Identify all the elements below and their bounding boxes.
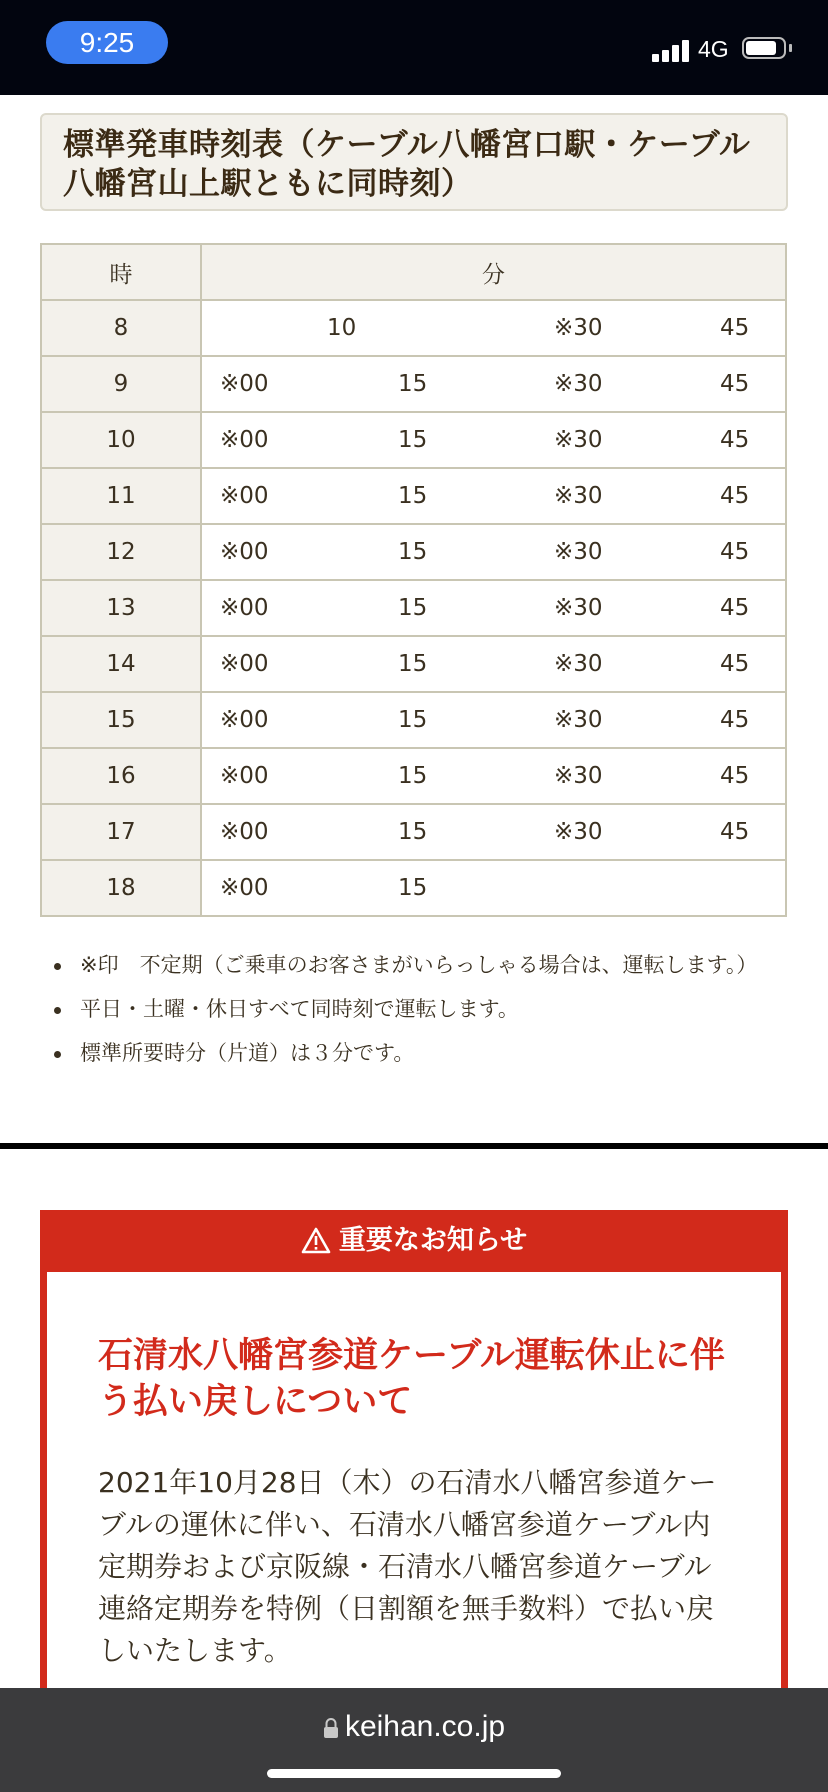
network-type: 4G	[698, 36, 729, 62]
departure-minute: 45	[720, 315, 750, 341]
timetable-row	[41, 748, 786, 804]
departure-minute: ※30	[554, 707, 603, 733]
departure-minute: 15	[398, 539, 428, 565]
departure-minute: ※30	[554, 819, 603, 845]
minutes-cell	[201, 300, 786, 356]
departure-minute: 15	[398, 763, 428, 789]
hour-cell: 18	[41, 860, 201, 916]
url-display[interactable]	[0, 1710, 828, 1744]
hour-cell: 12	[41, 524, 201, 580]
hour-cell: 10	[41, 412, 201, 468]
departure-minute: 45	[720, 371, 750, 397]
hour-cell: 9	[41, 356, 201, 412]
departure-minute: 15	[398, 427, 428, 453]
departure-minute: ※00	[220, 539, 269, 565]
url-text: keihan.co.jp	[344, 1710, 506, 1743]
departure-minute: ※30	[554, 651, 603, 677]
departure-minute: 15	[398, 875, 428, 901]
timetable-row	[41, 468, 786, 524]
minutes-cell	[201, 804, 786, 860]
timetable-row	[41, 804, 786, 860]
departure-minute: 45	[720, 483, 750, 509]
departure-minute: ※30	[554, 763, 603, 789]
departure-minute: 45	[720, 763, 750, 789]
timetable-title: 標準発車時刻表（ケーブル八幡宮口駅・ケーブル八幡宮山上駅ともに同時刻）	[63, 127, 751, 202]
hour-cell: 15	[41, 692, 201, 748]
timetable-header-row	[41, 244, 786, 300]
departure-minute: ※00	[220, 763, 269, 789]
status-time[interactable]: 9:25	[46, 21, 168, 64]
note-item: ※印 不定期（ご乗車のお客さまがいらっしゃる場合は、運転します。）	[50, 950, 770, 981]
timetable-row	[41, 524, 786, 580]
departure-minute: ※30	[554, 595, 603, 621]
departure-minute: ※00	[220, 819, 269, 845]
timetable-row	[41, 580, 786, 636]
departure-minute: 10	[327, 315, 357, 341]
notice-body: 2021年10月28日（木）の石清水八幡宮参道ケーブルの運休に伴い、石清水八幡宮参道ケーブル内定期券および京阪線・石清水八幡宮参道ケーブル連絡定期券を特例（日割額を無手数料）で払い戻しいたします。	[98, 1466, 717, 1667]
timetable-heading-box	[40, 113, 788, 211]
section-divider	[0, 1143, 828, 1149]
timetable-row	[41, 636, 786, 692]
departure-minute: 45	[720, 707, 750, 733]
departure-minute: ※00	[220, 483, 269, 509]
timetable-row	[41, 412, 786, 468]
departure-minute: 45	[720, 427, 750, 453]
notice-title-link[interactable]: 石清水八幡宮参道ケーブル運転休止に伴う払い戻しについて	[98, 1336, 725, 1422]
departure-minute: 45	[720, 595, 750, 621]
departure-minute: 15	[398, 651, 428, 677]
battery-cap	[789, 44, 792, 52]
timetable-body	[41, 300, 786, 916]
timetable-row	[41, 356, 786, 412]
status-bar	[0, 0, 828, 95]
minutes-cell	[201, 356, 786, 412]
hour-column-header: 時	[41, 244, 201, 300]
lock-icon	[323, 1717, 339, 1739]
note-item: 標準所要時分（片道）は３分です。	[50, 1038, 770, 1069]
departure-minute: ※00	[220, 371, 269, 397]
departure-minute: ※30	[554, 539, 603, 565]
departure-minute: 45	[720, 819, 750, 845]
minutes-cell	[201, 468, 786, 524]
departure-minute: ※30	[554, 371, 603, 397]
minutes-cell	[201, 524, 786, 580]
note-item: 平日・土曜・休日すべて同時刻で運転します。	[50, 994, 770, 1025]
minutes-cell	[201, 580, 786, 636]
hour-cell: 8	[41, 300, 201, 356]
battery-icon	[742, 37, 786, 59]
minutes-cell	[201, 412, 786, 468]
departure-minute: ※00	[220, 875, 269, 901]
hour-cell: 11	[41, 468, 201, 524]
departure-minute: ※00	[220, 707, 269, 733]
hour-cell: 14	[41, 636, 201, 692]
notice-header-label: 重要なお知らせ	[338, 1225, 528, 1256]
departure-minute: ※00	[220, 651, 269, 677]
hour-cell: 16	[41, 748, 201, 804]
cellular-signal-icon	[652, 38, 692, 62]
timetable-row	[41, 300, 786, 356]
departure-minute: 15	[398, 707, 428, 733]
minutes-cell	[201, 748, 786, 804]
departure-minute: ※00	[220, 427, 269, 453]
warning-icon	[301, 1227, 331, 1254]
departure-minute: 45	[720, 539, 750, 565]
departure-minute: 45	[720, 651, 750, 677]
minute-column-header: 分	[201, 244, 786, 300]
departure-minute: 15	[398, 595, 428, 621]
timetable-row	[41, 692, 786, 748]
minutes-cell	[201, 636, 786, 692]
browser-address-bar[interactable]	[0, 1688, 828, 1792]
departure-minute: ※30	[554, 427, 603, 453]
departure-minute: ※00	[220, 595, 269, 621]
timetable-row	[41, 860, 786, 916]
departure-minute: ※30	[554, 483, 603, 509]
home-indicator[interactable]	[267, 1769, 561, 1778]
timetable-notes	[50, 950, 770, 1082]
minutes-cell	[201, 860, 786, 916]
notice-header	[40, 1210, 788, 1272]
timetable	[40, 243, 787, 917]
departure-minute: 15	[398, 819, 428, 845]
hour-cell: 17	[41, 804, 201, 860]
minutes-cell	[201, 692, 786, 748]
departure-minute: 15	[398, 483, 428, 509]
hour-cell: 13	[41, 580, 201, 636]
departure-minute: ※30	[554, 315, 603, 341]
departure-minute: 15	[398, 371, 428, 397]
